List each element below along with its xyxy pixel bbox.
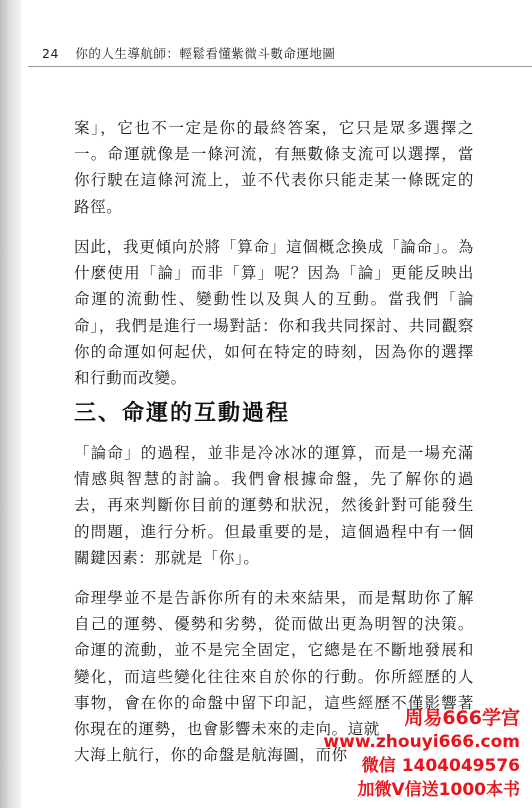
section-paragraph-3: 大海上航行，你的命盤是航海圖，而你 bbox=[74, 746, 348, 764]
running-header bbox=[42, 44, 512, 62]
header-rule bbox=[28, 66, 532, 67]
watermark bbox=[288, 706, 520, 802]
section-paragraph-1: 「論命」的過程，並非是冷冰冰的運算，而是一場充滿情感與智慧的討論。我們會根據命盤，先了解你的過去，再來判斷你目前的運勢和狀況，然後針對可能發生的問題，進行分析。但最重要的是，這個過程中有一個關鍵因素：那就是「你」。 bbox=[74, 444, 474, 567]
section-paragraph-2: 命理學並不是告訴你所有的未來結果，而是幫助你了解自己的運勢、優勢和劣勢，從而做出更為明智的決策。命運的流動，並不是完全固定，它總是在不斷地發展和變化，而這些變化往往來自於你的行動。你所經歷的人事物，會在你的命盤中留下印記，這些經歷不僅影響著你現在的運勢，也會影響未來的走向。這就 bbox=[74, 589, 474, 739]
watermark-website: www.zhouyi666.com bbox=[323, 732, 520, 752]
watermark-wechat: 微信 1404049576 bbox=[361, 756, 520, 776]
watermark-promo: 加微V信送1000本书 bbox=[357, 780, 520, 800]
watermark-brand: 周易666学宫 bbox=[404, 707, 520, 729]
book-title: 你的人生導航師：輕鬆看懂紫微斗數命運地圖 bbox=[75, 46, 336, 61]
page-gutter-shadow bbox=[0, 0, 22, 808]
paragraph-1: 案」，它也不一定是你的最終答案，它只是眾多選擇之一。命運就像是一條河流，有無數條支流可以選擇，當你行駛在這條河流上，並不代表你只能走某一條既定的路徑。 bbox=[74, 119, 474, 216]
page-number: 24 bbox=[42, 46, 59, 61]
section-heading: 三、命運的互動過程 bbox=[74, 400, 291, 426]
paragraph-2: 因此，我更傾向於將「算命」這個概念換成「論命」。為什麼使用「論」而非「算」呢？因為「論」更能反映出命運的流動性、變動性以及與人的互動。當我們「論命」，我們是進行一場對話：你和我共同探討、共同觀察你的命運如何起伏，如何在特定的時刻，因為你的選擇和行動而改變。 bbox=[74, 238, 474, 388]
